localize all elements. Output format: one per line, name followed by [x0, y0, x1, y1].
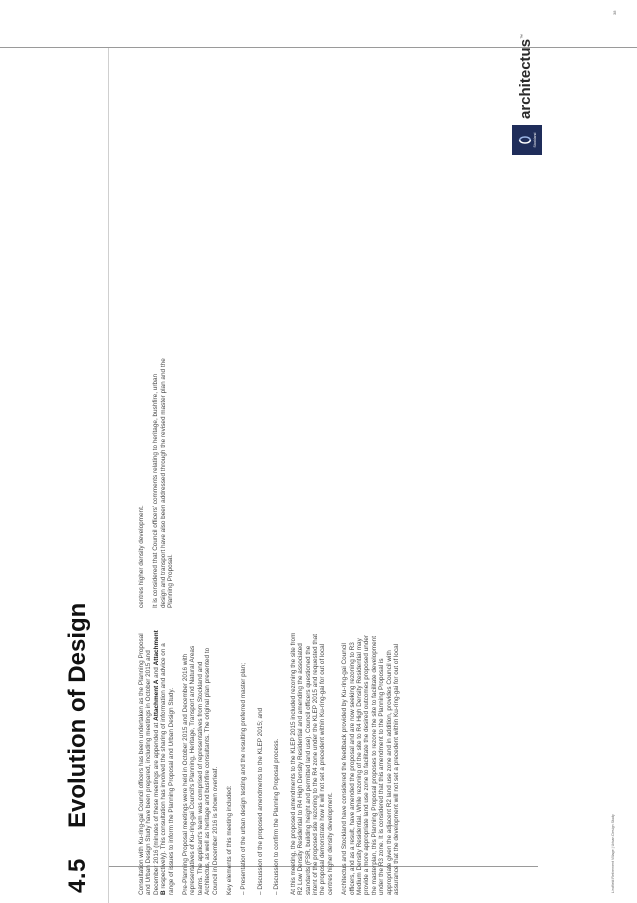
- paragraph-feedback: Architectus and Stockland have considered the feedback provided by Ku-ring-gai Council officers, and as a result, have amended the proposal and are now seeking rezoning to R3 Medium Density Residential. While rezoning of the site to R4 High Density Residential may provide a more appropriate land use zone to facilitate the desired outcomes proposed under the masterplan, this Planning Proposal proposes to rezone the site to facilitate development under the R3 zone. It is considered that this amendment to the Planning Proposal is appropriate given the adjacent R2 land use zone and in addition, provides Council with assurance that the development will not set a precedent within Ku-ring-gai for out of local: [341, 634, 400, 895]
- paragraph-proposed-amendments: At this meeting, the proposed amendments to the KLEP 2015 included rezoning the site from R2 Low Density Residential to R4 High Density Residential and amending the associated standards (FSR, building height and permitted land use). Council officers questioned the intent of the proposed site rezoning to the R4 zone under the KLEP 2015 and requested that the proposal demonstrate how it will not set a precedent within Ku-ring-gai for out of local centres higher density development.: [289, 632, 334, 895]
- attachment-a-ref: Attachment A: [152, 679, 160, 721]
- stockland-logo-text: Stockland: [532, 132, 537, 148]
- section-number: 4.5: [64, 858, 91, 893]
- paragraph-comments: It is considered that Council officers' comments relating to heritage, bushfire, urban design and transport have also been addressed through the revised master plan and the Planning Proposal.: [152, 358, 175, 608]
- page-number: 38: [612, 10, 617, 15]
- footer-document-title: Lindfield Retirement Village | Urban Design Study: [611, 814, 615, 893]
- paragraph-key-elements: Key elements of this meeting included:: [226, 785, 234, 895]
- bullet-discussion-process: – Discussion to confirm the Planning Proposal process.: [273, 738, 281, 895]
- header-divider: [0, 47, 637, 48]
- body-column-right: [138, 358, 182, 608]
- paragraph-continuation: centres higher density development.: [138, 505, 145, 608]
- architectus-logo: architectus™: [517, 33, 534, 119]
- attachment-b-ref: Attachment B: [152, 630, 168, 895]
- paragraph-consultation: Consultation with Ku-ring-gai Council officers has been undertaken as the Planning Proposal and Urban Design Study have been prepared, including meetings in October 2015 and December 2016 (minutes of these meetings are appended at Attachment A and Attachment B respectively). This consultation has involved the sharing of information and advice on a range of issues to inform the Planning Proposal and Urban Design Study.: [138, 630, 175, 895]
- stockland-mark-icon: [518, 133, 532, 147]
- body-column-left: [138, 630, 407, 895]
- stockland-logo: [512, 125, 542, 155]
- section-title: Evolution of Design: [64, 602, 91, 828]
- paragraph-meetings: Pre-Planning Proposal meetings were held in October 2015 and December 2016 with representatives of Ku-ring-gai Council's Planning, Heritage, Transport and Natural Areas teams. The applicant's team was comprised of representatives from Stockland and Architectus, as well as heritage and bushfire consultants. The original plan presented to Council in December 2016 is shown overleaf.: [182, 645, 219, 895]
- title-divider: [108, 48, 109, 903]
- bullet-discussion-klep: – Discussion of the proposed amendments to the KLEP 2015; and: [256, 707, 264, 895]
- bullet-presentation: – Presentation of the urban design testing and the resulting preferred master plan;: [240, 663, 248, 895]
